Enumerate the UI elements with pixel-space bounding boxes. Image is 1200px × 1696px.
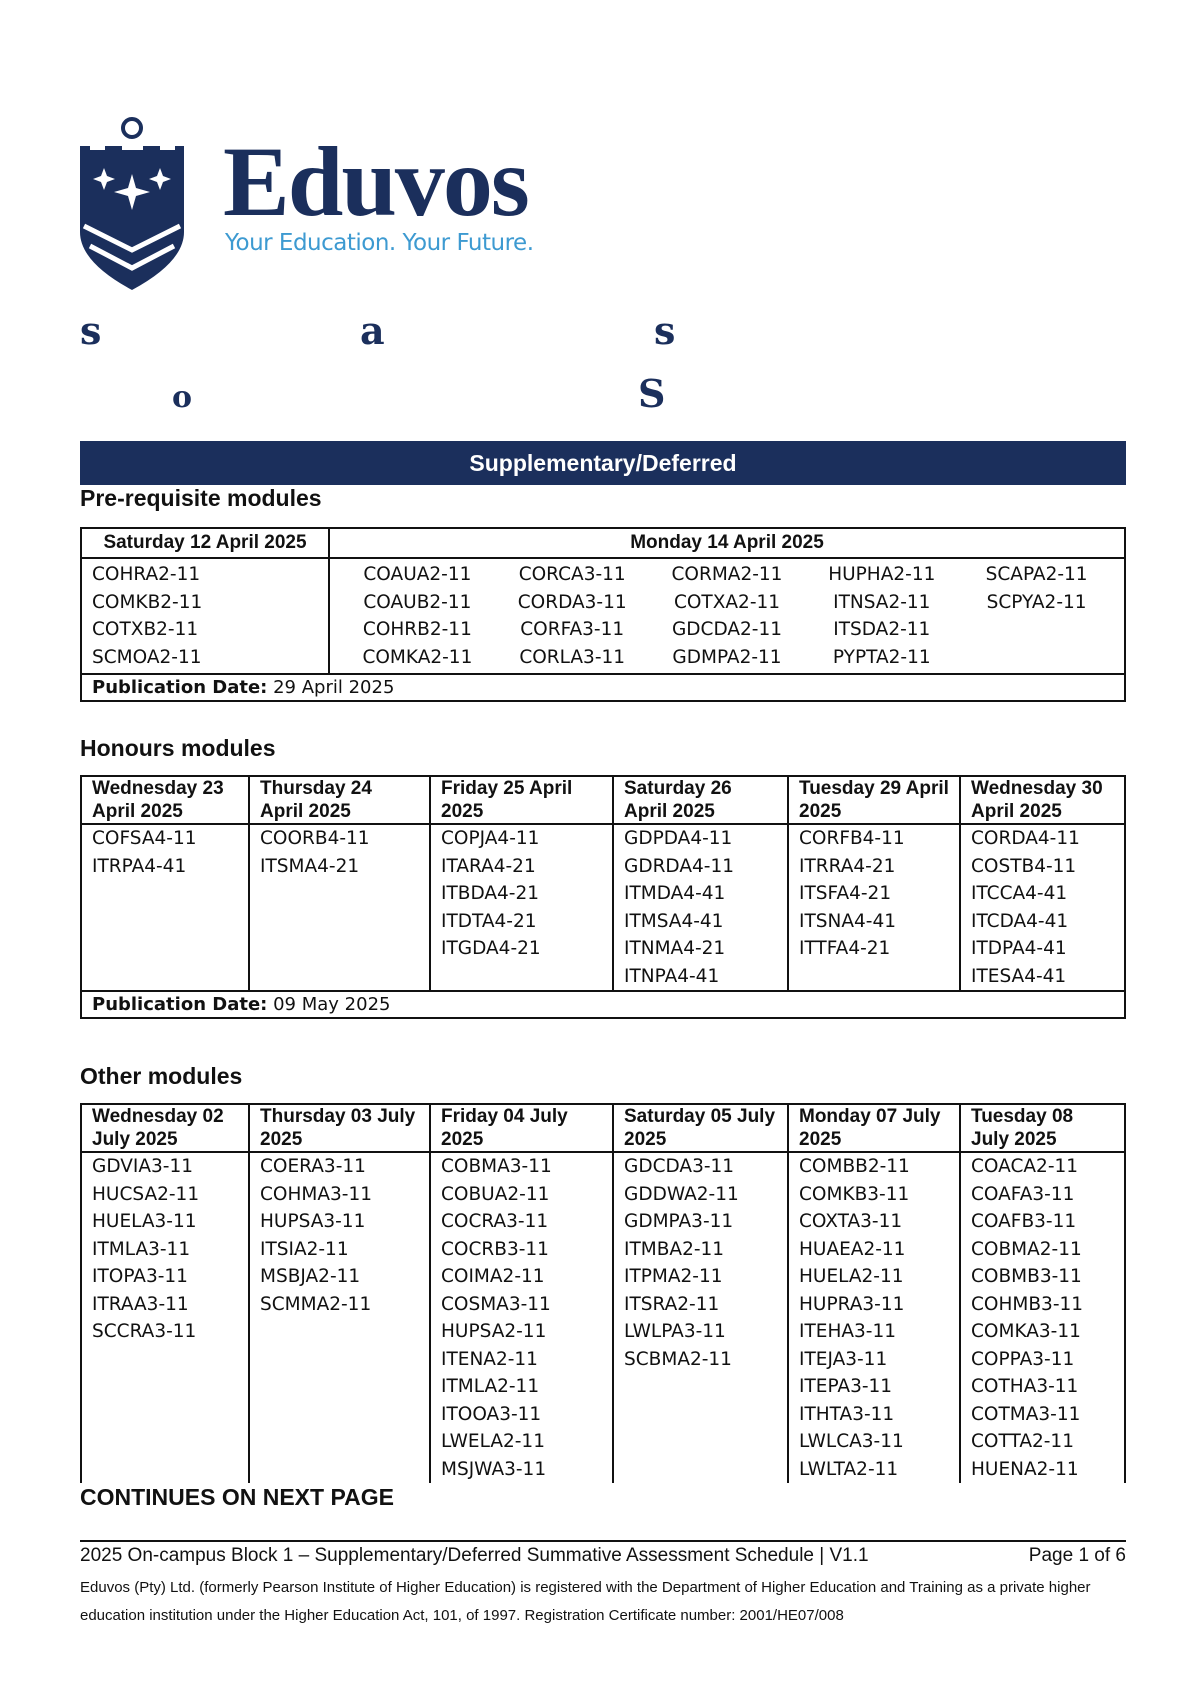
other-header: Friday 04 July 2025 [430, 1104, 613, 1152]
module-code: GDPDA4-11 [624, 828, 733, 849]
module-code: ITTFA4-21 [799, 938, 891, 959]
footer-note: Eduvos (Pty) Ltd. (formerly Pearson Institute of Higher Education) is registered with the Department of Higher Education and Training as a private higher education institution under the Higher Education Act, 101, of 1997. Registration Certificate number: 2001/HE07/008 [80, 1579, 1091, 1624]
module-code: ITDTA4-21 [441, 910, 537, 932]
module-code: ITDPA4-41 [971, 938, 1067, 959]
honours-header: Thursday 24 April 2025 [249, 776, 430, 824]
module-code: COTMA3-11 [971, 1403, 1081, 1425]
module-code: ITSIA2-11 [260, 1238, 349, 1260]
module-code: HUPSA2-11 [441, 1321, 547, 1342]
page-number: Page 1 of 6 [1028, 1545, 1126, 1566]
module-code: COHRA2-11 [92, 564, 201, 585]
module-code: CORCA3-11 [518, 564, 626, 585]
module-code: ITMLA2-11 [441, 1376, 540, 1397]
module-code: CORMA2-11 [671, 564, 783, 585]
honours-header: Wednesday 23 April 2025 [81, 776, 249, 824]
honours-header: Tuesday 29 April 2025 [788, 776, 960, 824]
module-code: COCRA3-11 [441, 1211, 549, 1232]
module-code: COFSA4-11 [92, 828, 197, 849]
honours-day-cell [249, 824, 430, 991]
section-banner: Supplementary/Deferred [80, 441, 1126, 485]
module-code: SCAPA2-11 [985, 564, 1088, 585]
module-code: PYPTA2-11 [832, 646, 931, 668]
module-code: ITNPA4-41 [624, 965, 720, 987]
module-code: HUENA2-11 [971, 1458, 1079, 1480]
module-code: COMKB2-11 [92, 591, 203, 613]
module-code: ITNSA2-11 [833, 591, 931, 613]
publication-label: Publication Date: [92, 677, 268, 698]
module-code: COBMA3-11 [441, 1156, 552, 1177]
module-code: COSTB4-11 [971, 855, 1077, 877]
module-code: ITARA4-21 [441, 855, 536, 877]
heading-fragment: a [360, 308, 385, 353]
module-code: HUPHA2-11 [828, 564, 936, 585]
module-code: ITMDA4-41 [624, 883, 726, 904]
honours-day-cell [430, 824, 613, 991]
module-code: COMKA2-11 [362, 646, 473, 668]
module-code: HUELA2-11 [799, 1266, 904, 1287]
module-code: COMKA3-11 [971, 1321, 1081, 1342]
module-code: ITMLA3-11 [92, 1238, 191, 1260]
module-code: ITRPA4-41 [92, 855, 187, 877]
continues-notice: CONTINUES ON NEXT PAGE [80, 1484, 394, 1510]
honours-day-cell [81, 824, 249, 991]
module-code: HUPSA3-11 [260, 1211, 366, 1232]
module-code: COTTA2-11 [971, 1431, 1074, 1452]
module-code: ITGDA4-21 [441, 938, 541, 959]
module-code: HUELA3-11 [92, 1211, 197, 1232]
module-code: ITESA4-41 [971, 965, 1067, 987]
honours-header: Friday 25 April 2025 [430, 776, 613, 824]
prereq-table [80, 527, 1126, 702]
honours-day-cell [613, 824, 788, 991]
module-code: CORFB4-11 [799, 828, 905, 849]
prereq-monday-cell [329, 558, 1125, 674]
other-table [80, 1103, 1126, 1483]
module-code: MSJWA3-11 [441, 1458, 547, 1480]
module-code: LWLTA2-11 [799, 1458, 899, 1480]
module-code: COAFB3-11 [971, 1211, 1077, 1232]
module-code: COCRB3-11 [441, 1238, 549, 1260]
module-code: ITEPA3-11 [799, 1376, 893, 1397]
module-code: COHMA3-11 [260, 1183, 372, 1205]
other-header: Saturday 05 July 2025 [613, 1104, 788, 1152]
module-code: ITSFA4-21 [799, 883, 892, 904]
module-code: SCMMA2-11 [260, 1293, 372, 1315]
module-code: ITHTA3-11 [799, 1403, 895, 1425]
module-code: ITCCA4-41 [971, 883, 1068, 904]
module-code: ITEJA3-11 [799, 1348, 888, 1370]
footer-divider [80, 1540, 1126, 1542]
module-code: COMBB2-11 [799, 1156, 910, 1177]
honours-title: Honours modules [80, 735, 276, 761]
other-header: Monday 07 July 2025 [788, 1104, 960, 1152]
module-code: COXTA3-11 [799, 1211, 903, 1232]
module-code: LWLCA3-11 [799, 1431, 904, 1452]
other-day-cell [81, 1152, 249, 1483]
module-code: LWLPA3-11 [624, 1321, 726, 1342]
prereq-saturday-cell [81, 558, 329, 674]
module-code: ITPMA2-11 [624, 1266, 723, 1287]
module-code: ITNMA4-21 [624, 938, 726, 959]
module-code: COHMB3-11 [971, 1293, 1084, 1315]
module-code: ITOPA3-11 [92, 1266, 188, 1287]
module-code: ITMSA4-41 [624, 910, 724, 932]
module-code: ITSMA4-21 [260, 855, 360, 877]
module-code: LWELA2-11 [441, 1431, 545, 1452]
prereq-header-saturday: Saturday 12 April 2025 [81, 528, 329, 558]
other-day-cell [249, 1152, 430, 1483]
module-code: COPJA4-11 [441, 828, 540, 849]
module-code: GDDWA2-11 [624, 1183, 739, 1205]
module-code: COTHA3-11 [971, 1376, 1079, 1397]
module-code: ITSRA2-11 [624, 1293, 720, 1315]
other-day-cell [613, 1152, 788, 1483]
module-code: HUCSA2-11 [92, 1183, 200, 1205]
brand-tagline: Your Education. Your Future. [225, 230, 534, 256]
module-code: GDCDA2-11 [671, 619, 783, 640]
honours-header: Saturday 26 April 2025 [613, 776, 788, 824]
module-code: ITOOA3-11 [441, 1403, 542, 1425]
heading-fragment: s [80, 308, 102, 353]
module-code: ITEHA3-11 [799, 1321, 896, 1342]
module-code: CORDA3-11 [517, 591, 627, 613]
module-code: ITCDA4-41 [971, 910, 1069, 932]
honours-table [80, 775, 1126, 1019]
module-code: COERA3-11 [260, 1156, 366, 1177]
module-code: COHRB2-11 [362, 619, 472, 640]
honours-header: Wednesday 30 April 2025 [960, 776, 1125, 824]
other-header: Wednesday 02 July 2025 [81, 1104, 249, 1152]
honours-day-cell [788, 824, 960, 991]
module-code: ITMBA2-11 [624, 1238, 725, 1260]
module-code: SCPYA2-11 [986, 591, 1087, 613]
prereq-publication-date [81, 674, 1125, 701]
module-code: GDCDA3-11 [624, 1156, 735, 1177]
publication-label: Publication Date: [92, 994, 268, 1015]
honours-day-cell [960, 824, 1125, 991]
other-day-cell [430, 1152, 613, 1483]
module-code: CORLA3-11 [519, 646, 626, 668]
heading-fragment: s [654, 308, 676, 353]
module-code: COIMA2-11 [441, 1266, 545, 1287]
module-code: GDMPA3-11 [624, 1211, 734, 1232]
prereq-header-monday: Monday 14 April 2025 [329, 528, 1125, 558]
module-code: SCCRA3-11 [92, 1321, 197, 1342]
honours-publication-date [81, 991, 1125, 1018]
publication-date: 29 April 2025 [273, 677, 395, 698]
prereq-title: Pre-requisite modules [80, 485, 322, 511]
crest-icon [78, 112, 188, 292]
module-code: HUAEA2-11 [799, 1238, 906, 1260]
heading-fragment: S [638, 371, 666, 416]
module-code: GDRDA4-11 [624, 855, 734, 877]
publication-date: 09 May 2025 [273, 994, 391, 1015]
heading-fragment: o [172, 380, 193, 415]
module-code: COTXA2-11 [673, 591, 781, 613]
module-code: COBMA2-11 [971, 1238, 1082, 1260]
other-header: Tuesday 08 July 2025 [960, 1104, 1125, 1152]
footer-title: 2025 On-campus Block 1 – Supplementary/Deferred Summative Assessment Schedule | V1.1 [80, 1545, 869, 1566]
module-code: COAUA2-11 [363, 564, 472, 585]
module-code: CORDA4-11 [971, 828, 1080, 849]
module-code: COORB4-11 [260, 828, 370, 849]
module-code: ITENA2-11 [441, 1348, 538, 1370]
module-code: ITSDA2-11 [833, 619, 931, 640]
module-code: CORFA3-11 [520, 619, 625, 640]
module-code: SCMOA2-11 [92, 646, 202, 668]
module-code: COAUB2-11 [363, 591, 472, 613]
brand-name: Eduvos [223, 126, 528, 237]
module-code: COACA2-11 [971, 1156, 1079, 1177]
eduvos-logo [78, 112, 578, 292]
module-code: MSBJA2-11 [260, 1266, 361, 1287]
module-code: ITRAA3-11 [92, 1293, 189, 1315]
module-code: COBUA2-11 [441, 1183, 550, 1205]
module-code: ITSNA4-41 [799, 910, 896, 932]
module-code: GDMPA2-11 [672, 646, 782, 668]
module-code: COPPA3-11 [971, 1348, 1075, 1370]
module-code: ITRRA4-21 [799, 855, 896, 877]
other-title: Other modules [80, 1063, 243, 1089]
module-code: GDVIA3-11 [92, 1156, 194, 1177]
module-code: HUPRA3-11 [799, 1293, 905, 1315]
module-code: COAFA3-11 [971, 1183, 1075, 1205]
other-day-cell [788, 1152, 960, 1483]
module-code: COSMA3-11 [441, 1293, 551, 1315]
other-day-cell [960, 1152, 1125, 1483]
module-code: SCBMA2-11 [624, 1348, 732, 1370]
module-code: COTXB2-11 [92, 619, 199, 640]
module-code: ITBDA4-21 [441, 883, 540, 904]
module-code: COBMB3-11 [971, 1266, 1082, 1287]
module-code: COMKB3-11 [799, 1183, 910, 1205]
other-header: Thursday 03 July 2025 [249, 1104, 430, 1152]
